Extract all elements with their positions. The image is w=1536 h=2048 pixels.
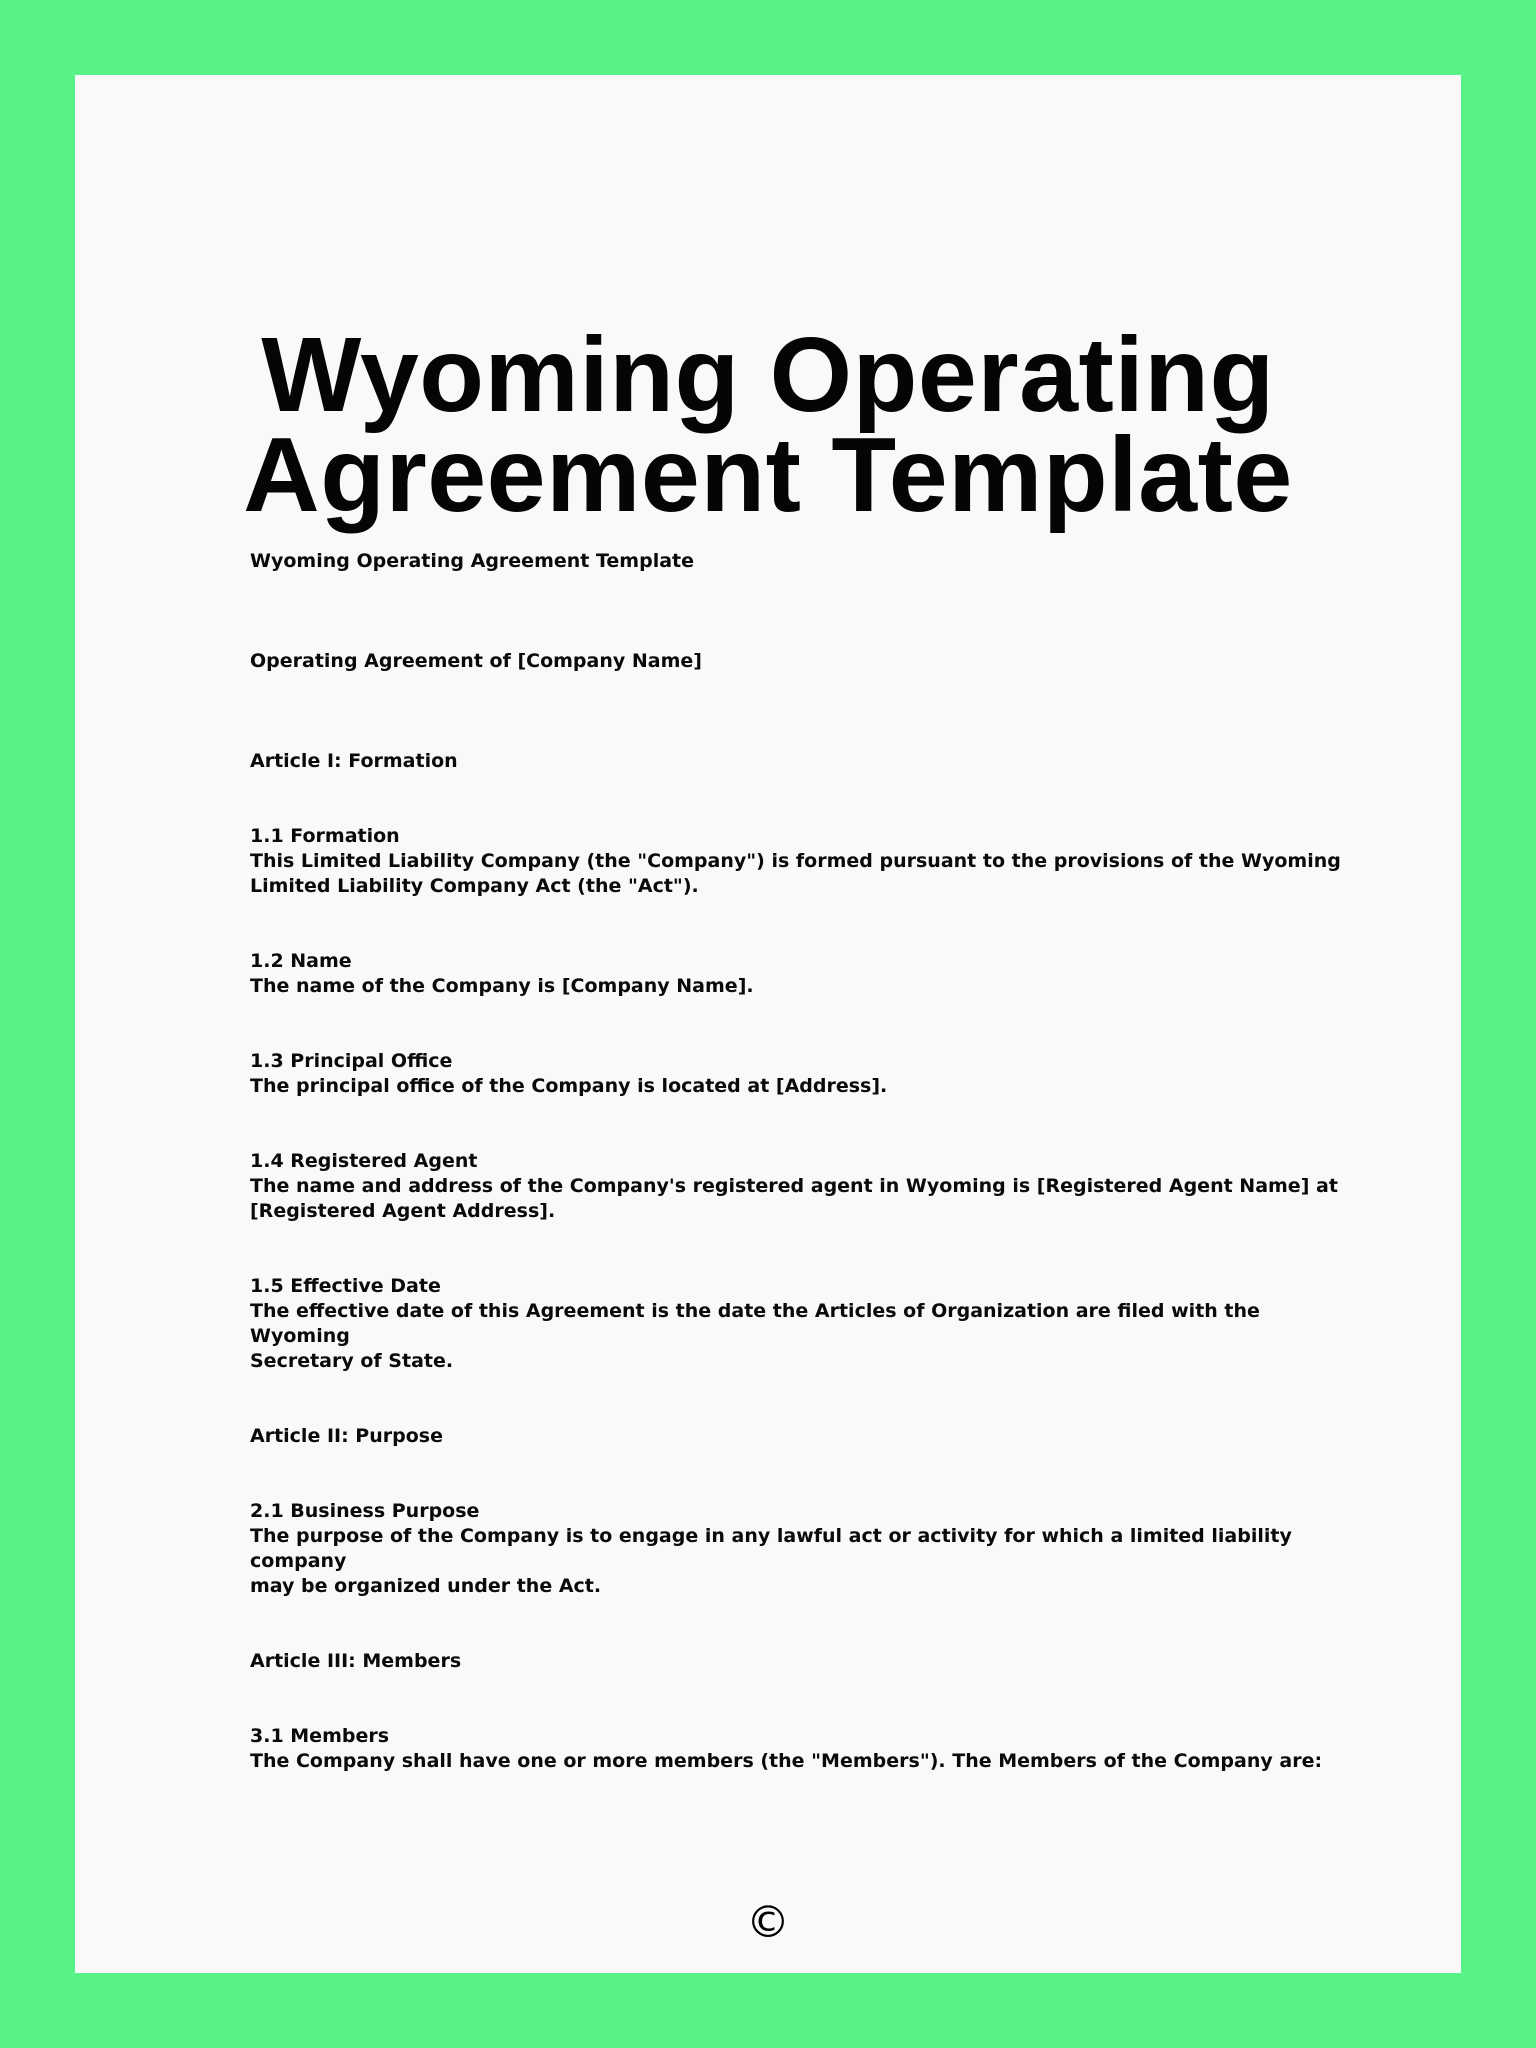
section-1-5 bbox=[250, 1274, 1350, 1374]
section-1-2 bbox=[250, 949, 1350, 999]
article-2-heading: Article II: Purpose bbox=[250, 1425, 443, 1447]
section-text: may be organized under the Act. bbox=[250, 1575, 602, 1597]
section-text: The Company shall have one or more members (the "Members"). The Members of the Company are: bbox=[250, 1750, 1323, 1772]
section-3-1 bbox=[250, 1724, 1350, 1774]
page-title bbox=[75, 316, 1461, 534]
article-3-heading: Article III: Members bbox=[250, 1650, 462, 1672]
section-1-3 bbox=[250, 1049, 1350, 1099]
section-text: This Limited Liability Company (the "Company") is formed pursuant to the provisions of the Wyoming bbox=[250, 850, 1341, 872]
section-text: [Registered Agent Address]. bbox=[250, 1200, 556, 1222]
section-heading: 2.1 Business Purpose bbox=[250, 1500, 480, 1522]
section-text: The name and address of the Company's registered agent in Wyoming is [Registered Agent Name] at bbox=[250, 1175, 1338, 1197]
section-text: Limited Liability Company Act (the "Act"). bbox=[250, 875, 699, 897]
document-page bbox=[75, 75, 1461, 1973]
title-line-1: Wyoming Operating bbox=[261, 316, 1275, 434]
section-heading: 3.1 Members bbox=[250, 1725, 390, 1747]
document-heading: Wyoming Operating Agreement Template bbox=[250, 550, 694, 572]
section-text: The purpose of the Company is to engage in any lawful act or activity for which a limited liability company bbox=[250, 1525, 1292, 1572]
section-text: The name of the Company is [Company Name]. bbox=[250, 975, 754, 997]
section-heading: 1.5 Effective Date bbox=[250, 1275, 441, 1297]
section-text: The effective date of this Agreement is the date the Articles of Organization are filed with the Wyoming bbox=[250, 1300, 1260, 1347]
section-heading: 1.1 Formation bbox=[250, 825, 400, 847]
section-text: The principal office of the Company is located at [Address]. bbox=[250, 1075, 888, 1097]
section-heading: 1.2 Name bbox=[250, 950, 352, 972]
title-line-2: Agreement Template bbox=[243, 416, 1293, 534]
section-1-4 bbox=[250, 1149, 1350, 1224]
agreement-heading: Operating Agreement of [Company Name] bbox=[250, 650, 702, 672]
copyright-icon: © bbox=[746, 1897, 790, 1948]
section-1-1 bbox=[250, 824, 1350, 899]
article-1-heading: Article I: Formation bbox=[250, 750, 458, 772]
section-text: Secretary of State. bbox=[250, 1350, 454, 1372]
section-heading: 1.4 Registered Agent bbox=[250, 1150, 478, 1172]
section-2-1 bbox=[250, 1499, 1350, 1599]
section-heading: 1.3 Principal Office bbox=[250, 1050, 453, 1072]
